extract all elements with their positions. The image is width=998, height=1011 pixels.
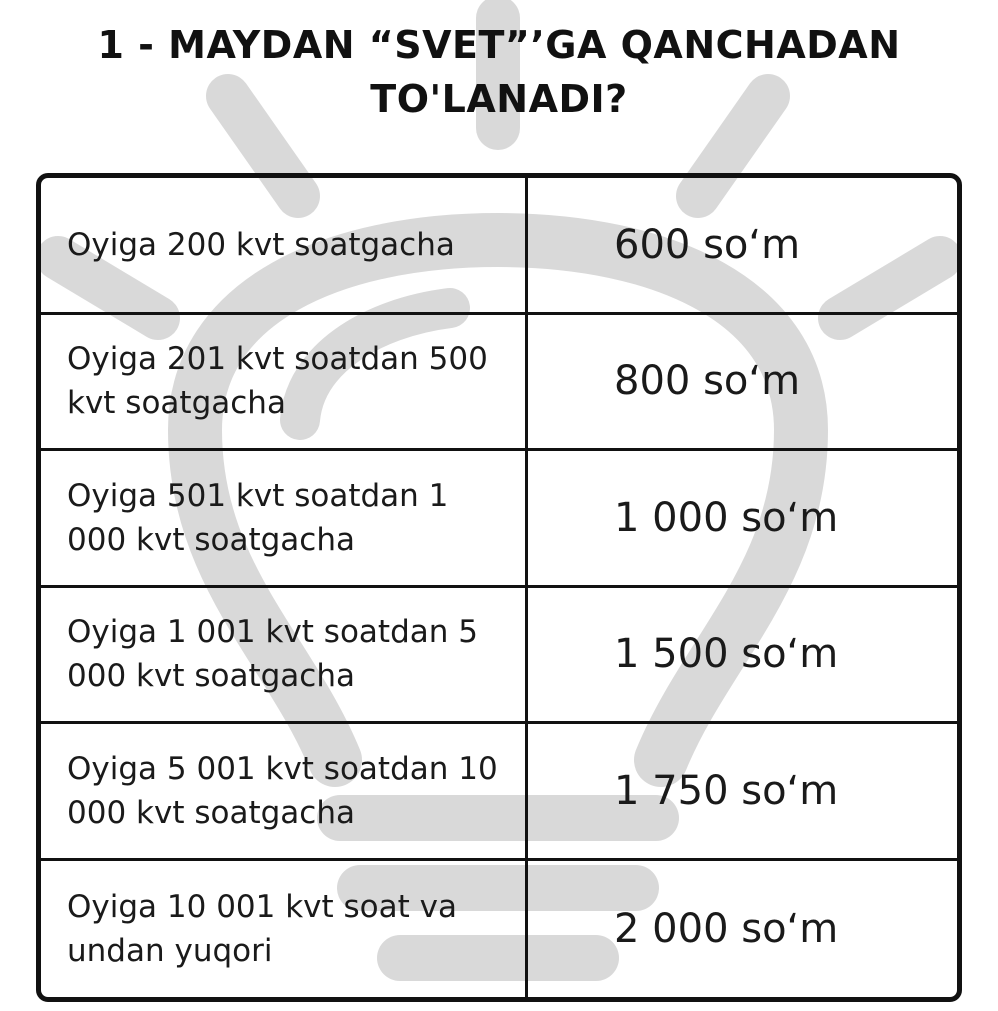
range-cell: Oyiga 10 001 kvt soat va undan yuqori: [41, 861, 528, 998]
table-row: [41, 724, 957, 861]
table-row: [41, 588, 957, 725]
tariff-table: [36, 173, 962, 1002]
price-cell: 1 000 so‘m: [614, 494, 839, 541]
price-cell: 800 so‘m: [614, 358, 801, 405]
range-cell: Oyiga 5 001 kvt soatdan 10 000 kvt soatgacha: [41, 724, 528, 858]
range-cell: Oyiga 201 kvt soatdan 500 kvt soatgacha: [41, 315, 528, 449]
price-cell: 1 750 so‘m: [614, 767, 839, 814]
range-cell: Oyiga 1 001 kvt soatdan 5 000 kvt soatgacha: [41, 588, 528, 722]
price-cell: 1 500 so‘m: [614, 631, 839, 678]
page-title: [0, 18, 998, 126]
price-cell: 600 so‘m: [614, 221, 801, 268]
title-line-1: 1 - MAYDAN “SVET”’GA QANCHADAN: [97, 23, 901, 67]
table-row: [41, 861, 957, 998]
table-row: [41, 451, 957, 588]
range-cell: Oyiga 200 kvt soatgacha: [41, 178, 528, 312]
price-cell: 2 000 so‘m: [614, 905, 839, 952]
range-cell: Oyiga 501 kvt soatdan 1 000 kvt soatgacha: [41, 451, 528, 585]
table-row: [41, 178, 957, 315]
title-line-2: TO'LANADI?: [370, 77, 628, 121]
table-row: [41, 315, 957, 452]
